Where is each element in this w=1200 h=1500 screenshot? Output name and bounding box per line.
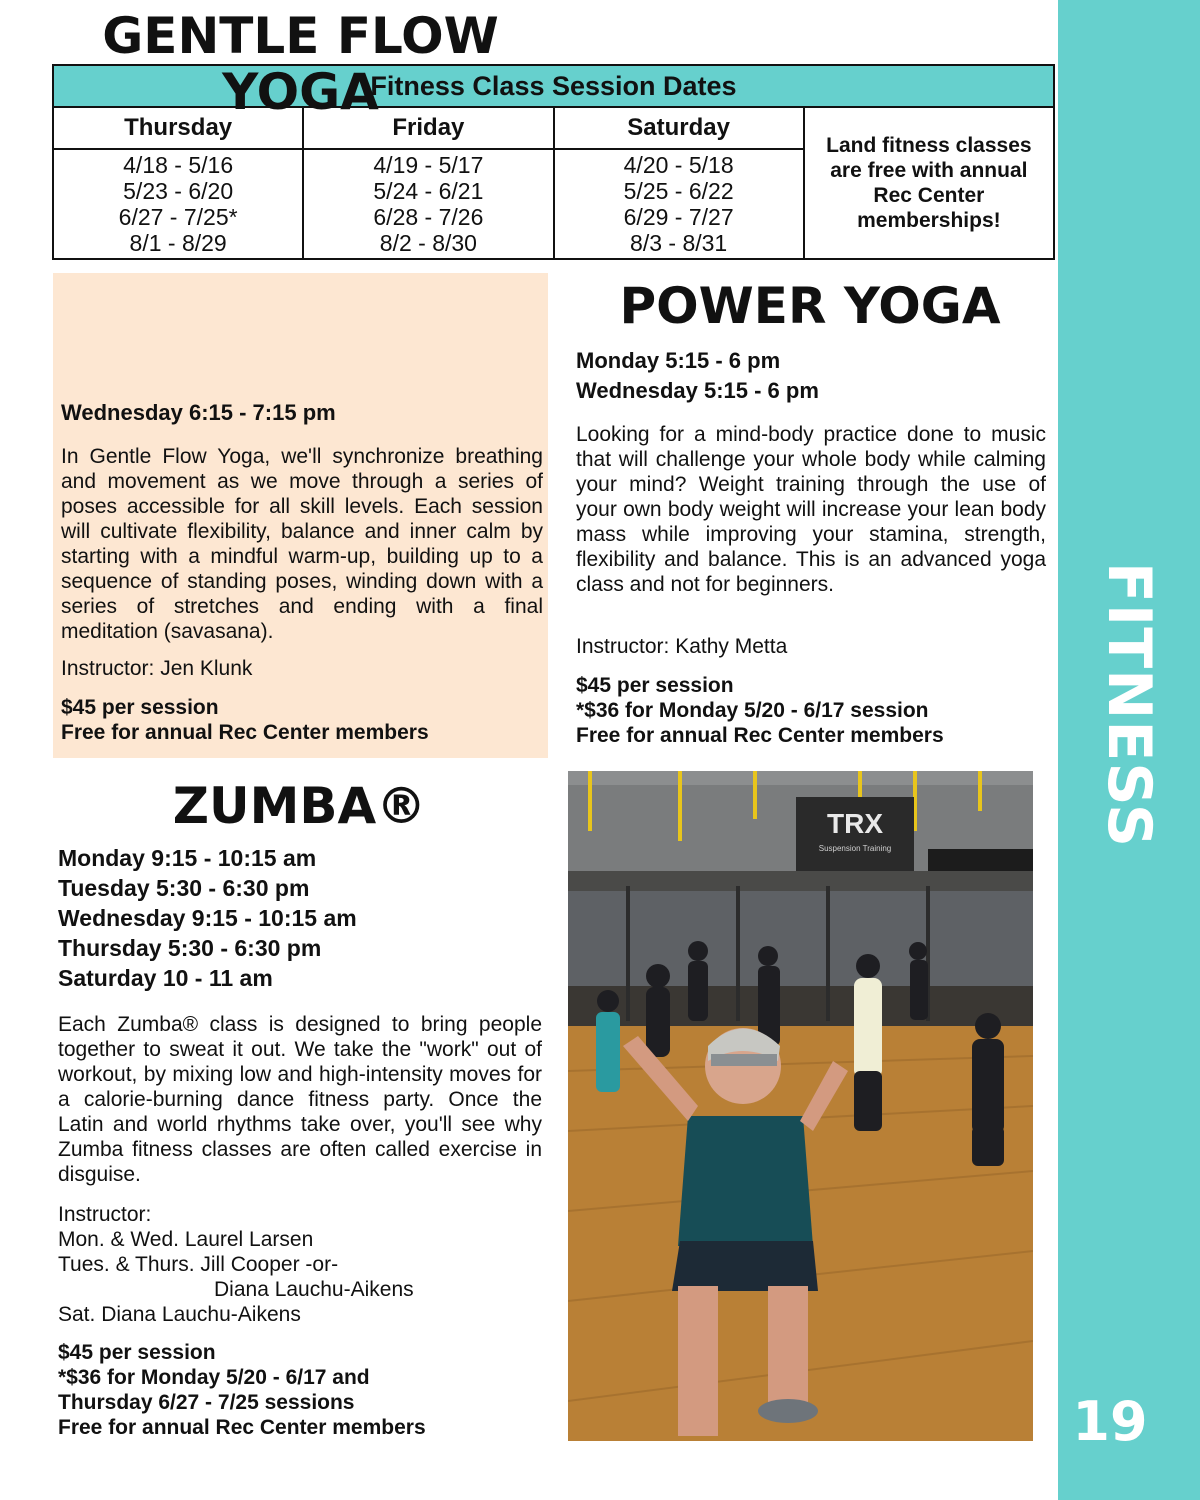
page-number: 19 (1072, 1390, 1148, 1453)
zumba-schedule: Monday 9:15 - 10:15 am Tuesday 5:30 - 6:30 pm Wednesday 9:15 - 10:15 am Thursday 5:30 - 6:30 pm Saturday 10 - 11 am (58, 845, 357, 991)
date-range: 8/1 - 8/29 (129, 230, 227, 256)
gentle-flow-title: GENTLE FLOW YOGA (102, 7, 499, 121)
session-table-title: Fitness Class Session Dates (53, 65, 1054, 107)
power-yoga-instructor: Instructor: Kathy Metta (576, 635, 788, 658)
saturday-dates (554, 149, 804, 259)
date-range: 5/24 - 6/21 (373, 178, 484, 204)
date-range: 6/29 - 7/27 (623, 204, 734, 230)
power-yoga-title: POWER YOGA (619, 277, 1001, 335)
date-range: 4/18 - 5/16 (123, 152, 234, 178)
section-label: FITNESS (1094, 561, 1164, 849)
date-range: 4/19 - 5/17 (373, 152, 484, 178)
gentle-flow-instructor: Instructor: Jen Klunk (61, 657, 253, 680)
gentle-flow-description: In Gentle Flow Yoga, we'll synchronize breathing and movement as we move through a series of poses accessible for all skill levels. Each session will cultivate flexibility, balance and inner calm by starting with a mindful warm-up, building up to a sequence of standing poses, winding down with a series of stretches and ending with a final meditation (savasana). (61, 445, 543, 643)
power-yoga-pricing: $45 per session *$36 for Monday 5/20 - 6/17 session Free for annual Rec Center members (576, 674, 944, 747)
trx-sign-text: TRX (827, 808, 883, 839)
zumba-description: Each Zumba® class is designed to bring people together to sweat it out. We take the "work" out of workout, by mixing low and high-intensity moves for a calorie-burning dance fitness party. Once the Latin and world rhythms take over, you'll see why Zumba fitness classes are often called exercise in disguise. (58, 1013, 542, 1186)
gentle-flow-schedule: Wednesday 6:15 - 7:15 pm (61, 400, 336, 425)
date-range: 6/28 - 7/26 (373, 204, 484, 230)
photo-illustration (568, 771, 1033, 1441)
date-range: 4/20 - 5/18 (623, 152, 734, 178)
membership-note: Land fitness classes are free with annual Rec Center memberships! (804, 107, 1054, 259)
date-range: 8/2 - 8/30 (379, 230, 477, 256)
date-range: 8/3 - 8/31 (630, 230, 728, 256)
zumba-instructors: Instructor: Mon. & Wed. Laurel Larsen Tues. & Thurs. Jill Cooper -or- Diana Lauchu-Aikens Sat. Diana Lauchu-Aikens (58, 1203, 414, 1326)
date-range: 5/23 - 6/20 (123, 178, 234, 204)
power-yoga-description: Looking for a mind-body practice done to music that will challenge your whole body while calming your mind? Weight training through the use of your own body weight will increase your lean body mass while improving your stamina, strength, flexibility and balance. This is an advanced yoga class and not for beginners. (576, 423, 1046, 596)
day-header-thursday: Thursday (53, 107, 303, 149)
power-yoga-schedule: Monday 5:15 - 6 pm Wednesday 5:15 - 6 pm (576, 348, 819, 403)
zumba-class-photo (568, 771, 1033, 1441)
date-range: 5/25 - 6/22 (623, 178, 734, 204)
gentle-flow-pricing: $45 per session Free for annual Rec Center members (61, 696, 429, 744)
zumba-pricing: $45 per session *$36 for Monday 5/20 - 6/17 and Thursday 6/27 - 7/25 sessions Free for annual Rec Center members (58, 1341, 426, 1439)
date-range: 6/27 - 7/25* (118, 204, 238, 230)
trx-sign-sub: Suspension Training (818, 844, 892, 853)
day-header-saturday: Saturday (554, 107, 804, 149)
thursday-dates (53, 149, 303, 259)
day-header-friday: Friday (303, 107, 553, 149)
friday-dates (303, 149, 553, 259)
zumba-title: ZUMBA® (172, 777, 427, 835)
